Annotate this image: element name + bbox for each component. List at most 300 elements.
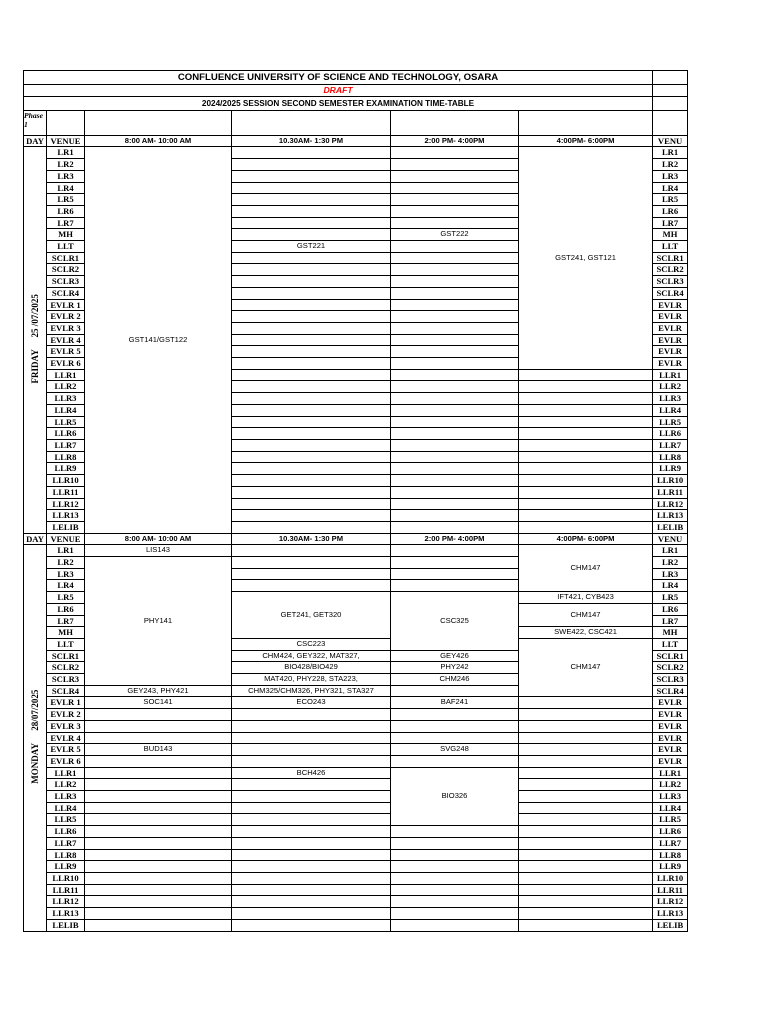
empty-slot-cell — [391, 896, 519, 908]
venue-cell: LLR4 — [47, 802, 85, 814]
venue-cell: LLR8 — [47, 849, 85, 861]
empty-slot-cell — [519, 381, 653, 393]
exam-course-cell: MAT420, PHY228, STA223, — [232, 674, 391, 686]
venue-cell: LLR5 — [47, 416, 85, 428]
empty-slot-cell — [391, 510, 519, 522]
venue-cell: EVLR 4 — [47, 732, 85, 744]
venue-right-cell: LLR1 — [653, 369, 688, 381]
venue-cell: LLR11 — [47, 486, 85, 498]
venue-right-cell: LLR2 — [653, 779, 688, 791]
venue-cell: LR7 — [47, 615, 85, 627]
venue-right-cell: LR1 — [653, 147, 688, 159]
venue-cell: LLR13 — [47, 510, 85, 522]
empty-slot-cell — [391, 159, 519, 171]
empty-slot-cell — [232, 791, 391, 803]
empty-slot-cell — [232, 498, 391, 510]
venue-column-header: VENUE — [47, 533, 85, 545]
venue-right-cell: LLR3 — [653, 791, 688, 803]
venue-cell: SCLR4 — [47, 685, 85, 697]
empty-slot-cell — [232, 463, 391, 475]
empty-slot-cell — [232, 873, 391, 885]
empty-slot-cell — [519, 791, 653, 803]
exam-course-cell: CHM325/CHM326, PHY321, STA327 — [232, 685, 391, 697]
venue-cell: LLR9 — [47, 463, 85, 475]
exam-course-cell: GEY426 — [391, 650, 519, 662]
venue-cell: EVLR 3 — [47, 322, 85, 334]
exam-course-cell: ECO243 — [232, 697, 391, 709]
venue-cell: LR4 — [47, 580, 85, 592]
empty-slot-cell — [232, 299, 391, 311]
venue-cell: SCLR3 — [47, 276, 85, 288]
exam-timetable — [23, 70, 688, 932]
exam-course-cell: GST222 — [391, 229, 519, 241]
empty-slot-cell — [232, 334, 391, 346]
empty-slot-cell — [391, 194, 519, 206]
venue-cell: LLT — [47, 638, 85, 650]
empty-slot-cell — [232, 779, 391, 791]
empty-slot-cell — [232, 861, 391, 873]
empty-slot-cell — [232, 849, 391, 861]
venue-right-cell: SCLR3 — [653, 674, 688, 686]
empty-slot-cell — [519, 393, 653, 405]
empty-slot-cell — [232, 744, 391, 756]
empty-slot-cell — [519, 755, 653, 767]
venue-cell: LR7 — [47, 217, 85, 229]
empty-slot-cell — [391, 755, 519, 767]
venue-right-cell: LLT — [653, 638, 688, 650]
venue-right-cell: LLR7 — [653, 439, 688, 451]
empty-slot-cell — [519, 404, 653, 416]
empty-slot-cell — [519, 849, 653, 861]
empty-slot-cell — [232, 416, 391, 428]
venue-cell: LLR7 — [47, 837, 85, 849]
empty-slot-cell — [85, 896, 232, 908]
exam-date: 28/07/2025 — [30, 689, 40, 731]
empty-slot-cell — [85, 814, 232, 826]
empty-slot-cell — [519, 428, 653, 440]
venue-right-cell: SCLR3 — [653, 276, 688, 288]
venue-cell: EVLR 1 — [47, 697, 85, 709]
empty-slot-cell — [519, 908, 653, 920]
blank-cell — [519, 110, 653, 135]
venue-right-cell: SCLR2 — [653, 662, 688, 674]
exam-course-cell: GET241, GET320 — [232, 592, 391, 639]
venue-right-cell: LR6 — [653, 205, 688, 217]
venue-right-header: VENU — [653, 135, 688, 147]
exam-course-cell: CHM246 — [391, 674, 519, 686]
venue-cell: LLR6 — [47, 826, 85, 838]
empty-slot-cell — [391, 276, 519, 288]
venue-cell: EVLR 1 — [47, 299, 85, 311]
empty-slot-cell — [232, 217, 391, 229]
empty-slot-cell — [85, 767, 232, 779]
venue-cell: LLR9 — [47, 861, 85, 873]
venue-cell: LLR1 — [47, 767, 85, 779]
empty-slot-cell — [391, 709, 519, 721]
venue-cell: EVLR 3 — [47, 720, 85, 732]
empty-slot-cell — [391, 545, 519, 557]
venue-cell: SCLR4 — [47, 287, 85, 299]
empty-slot-cell — [85, 802, 232, 814]
venue-right-cell: LLT — [653, 241, 688, 253]
exam-course-cell: SVG248 — [391, 744, 519, 756]
empty-slot-cell — [232, 568, 391, 580]
empty-slot-cell — [391, 732, 519, 744]
empty-slot-cell — [519, 416, 653, 428]
day-date-cell — [24, 147, 47, 533]
exam-course-cell: CHM147 — [519, 638, 653, 697]
venue-right-cell: EVLR — [653, 709, 688, 721]
venue-right-cell: LELIB — [653, 919, 688, 931]
venue-right-cell: LLR11 — [653, 486, 688, 498]
venue-cell: LR3 — [47, 170, 85, 182]
day-date-label — [29, 294, 41, 383]
empty-slot-cell — [232, 580, 391, 592]
exam-course-cell: PHY141 — [85, 557, 232, 686]
empty-slot-cell — [85, 849, 232, 861]
venue-right-cell: EVLR — [653, 720, 688, 732]
empty-slot-cell — [391, 311, 519, 323]
venue-right-cell: LLR13 — [653, 510, 688, 522]
empty-slot-cell — [391, 299, 519, 311]
exam-course-cell: BIO428/BIO429 — [232, 662, 391, 674]
venue-right-cell: LELIB — [653, 521, 688, 533]
venue-cell: LR6 — [47, 205, 85, 217]
day-name: MONDAY — [30, 742, 40, 784]
empty-slot-cell — [391, 381, 519, 393]
day-date-cell — [24, 545, 47, 931]
venue-right-cell: SCLR4 — [653, 287, 688, 299]
venue-right-cell: LR4 — [653, 580, 688, 592]
venue-right-cell: EVLR — [653, 311, 688, 323]
draft-label: DRAFT — [24, 85, 653, 97]
empty-slot-cell — [85, 709, 232, 721]
empty-slot-cell — [232, 381, 391, 393]
empty-slot-cell — [391, 264, 519, 276]
time-slot-header: 2:00 PM- 4:00PM — [391, 135, 519, 147]
empty-slot-cell — [85, 837, 232, 849]
exam-course-cell: PHY242 — [391, 662, 519, 674]
venue-right-cell: SCLR2 — [653, 264, 688, 276]
blank-cell — [391, 110, 519, 135]
venue-cell: LELIB — [47, 919, 85, 931]
venue-cell: EVLR 5 — [47, 346, 85, 358]
empty-slot-cell — [519, 873, 653, 885]
venue-right-cell: LLR10 — [653, 873, 688, 885]
empty-slot-cell — [391, 521, 519, 533]
empty-slot-cell — [232, 404, 391, 416]
empty-slot-cell — [519, 837, 653, 849]
empty-slot-cell — [232, 732, 391, 744]
empty-slot-cell — [232, 826, 391, 838]
blank-cell — [653, 96, 688, 110]
empty-slot-cell — [232, 276, 391, 288]
university-title: CONFLUENCE UNIVERSITY OF SCIENCE AND TECHNOLOGY, OSARA — [24, 71, 653, 85]
venue-cell: LLR5 — [47, 814, 85, 826]
empty-slot-cell — [85, 791, 232, 803]
empty-slot-cell — [85, 732, 232, 744]
venue-right-cell: LR5 — [653, 194, 688, 206]
empty-slot-cell — [391, 884, 519, 896]
empty-slot-cell — [391, 428, 519, 440]
venue-right-cell: LR1 — [653, 545, 688, 557]
venue-cell: EVLR 5 — [47, 744, 85, 756]
empty-slot-cell — [232, 287, 391, 299]
empty-slot-cell — [519, 919, 653, 931]
empty-slot-cell — [391, 346, 519, 358]
empty-slot-cell — [232, 194, 391, 206]
empty-slot-cell — [519, 439, 653, 451]
venue-cell: LLR13 — [47, 908, 85, 920]
exam-course-cell: GST141/GST122 — [85, 147, 232, 533]
empty-slot-cell — [232, 252, 391, 264]
empty-slot-cell — [232, 451, 391, 463]
exam-course-cell: GST241, GST121 — [519, 147, 653, 369]
empty-slot-cell — [232, 755, 391, 767]
venue-cell: MH — [47, 229, 85, 241]
empty-slot-cell — [232, 884, 391, 896]
venue-cell: LLR10 — [47, 475, 85, 487]
empty-slot-cell — [519, 521, 653, 533]
empty-slot-cell — [391, 241, 519, 253]
day-name: FRIDAY — [30, 349, 40, 384]
empty-slot-cell — [519, 709, 653, 721]
time-slot-header: 4:00PM- 6:00PM — [519, 533, 653, 545]
venue-right-cell: LLR9 — [653, 463, 688, 475]
empty-slot-cell — [391, 908, 519, 920]
empty-slot-cell — [519, 451, 653, 463]
venue-cell: LR2 — [47, 557, 85, 569]
venue-cell: LR1 — [47, 545, 85, 557]
empty-slot-cell — [232, 264, 391, 276]
venue-cell: LR6 — [47, 603, 85, 615]
exam-course-cell: GEY243, PHY421 — [85, 685, 232, 697]
empty-slot-cell — [391, 685, 519, 697]
venue-right-cell: LLR10 — [653, 475, 688, 487]
empty-slot-cell — [391, 205, 519, 217]
empty-slot-cell — [519, 369, 653, 381]
empty-slot-cell — [85, 908, 232, 920]
blank-cell — [653, 85, 688, 97]
exam-course-cell: CHM147 — [519, 603, 653, 626]
empty-slot-cell — [519, 510, 653, 522]
empty-slot-cell — [232, 229, 391, 241]
empty-slot-cell — [519, 744, 653, 756]
venue-cell: EVLR 4 — [47, 334, 85, 346]
empty-slot-cell — [232, 814, 391, 826]
empty-slot-cell — [85, 755, 232, 767]
empty-slot-cell — [232, 182, 391, 194]
empty-slot-cell — [85, 826, 232, 838]
empty-slot-cell — [391, 861, 519, 873]
empty-slot-cell — [232, 557, 391, 569]
empty-slot-cell — [391, 334, 519, 346]
venue-cell: EVLR 2 — [47, 311, 85, 323]
venue-right-cell: LLR11 — [653, 884, 688, 896]
venue-right-cell: LR2 — [653, 557, 688, 569]
venue-cell: SCLR1 — [47, 650, 85, 662]
venue-cell: LR2 — [47, 159, 85, 171]
venue-cell: SCLR1 — [47, 252, 85, 264]
empty-slot-cell — [519, 814, 653, 826]
venue-right-header: VENU — [653, 533, 688, 545]
empty-slot-cell — [232, 439, 391, 451]
venue-right-cell: LR6 — [653, 603, 688, 615]
venue-cell: EVLR 2 — [47, 709, 85, 721]
blank-cell — [232, 110, 391, 135]
empty-slot-cell — [232, 521, 391, 533]
venue-right-cell: MH — [653, 627, 688, 639]
venue-right-cell: MH — [653, 229, 688, 241]
venue-right-cell: LLR5 — [653, 416, 688, 428]
venue-cell: LR3 — [47, 568, 85, 580]
venue-right-cell: SCLR4 — [653, 685, 688, 697]
empty-slot-cell — [391, 557, 519, 569]
exam-course-cell: BCH426 — [232, 767, 391, 779]
venue-right-cell: LLR3 — [653, 393, 688, 405]
venue-right-cell: LR3 — [653, 170, 688, 182]
venue-right-cell: EVLR — [653, 732, 688, 744]
empty-slot-cell — [519, 697, 653, 709]
time-slot-header: 8:00 AM- 10:00 AM — [85, 533, 232, 545]
empty-slot-cell — [391, 498, 519, 510]
empty-slot-cell — [85, 919, 232, 931]
empty-slot-cell — [519, 779, 653, 791]
venue-right-cell: EVLR — [653, 744, 688, 756]
empty-slot-cell — [232, 475, 391, 487]
empty-slot-cell — [391, 322, 519, 334]
empty-slot-cell — [519, 802, 653, 814]
empty-slot-cell — [391, 147, 519, 159]
exam-course-cell: BUD143 — [85, 744, 232, 756]
venue-right-cell: LLR4 — [653, 802, 688, 814]
venue-right-cell: LLR7 — [653, 837, 688, 849]
venue-cell: LLR3 — [47, 393, 85, 405]
venue-cell: EVLR 6 — [47, 755, 85, 767]
time-slot-header: 10.30AM- 1:30 PM — [232, 533, 391, 545]
exam-course-cell: BAF241 — [391, 697, 519, 709]
venue-right-cell: SCLR1 — [653, 252, 688, 264]
empty-slot-cell — [232, 322, 391, 334]
empty-slot-cell — [519, 732, 653, 744]
exam-course-cell: CSC223 — [232, 638, 391, 650]
venue-cell: LLR6 — [47, 428, 85, 440]
venue-right-cell: EVLR — [653, 697, 688, 709]
venue-right-cell: LLR13 — [653, 908, 688, 920]
empty-slot-cell — [391, 720, 519, 732]
empty-slot-cell — [232, 147, 391, 159]
empty-slot-cell — [391, 919, 519, 931]
venue-cell: LR4 — [47, 182, 85, 194]
empty-slot-cell — [391, 404, 519, 416]
venue-cell: LELIB — [47, 521, 85, 533]
exam-course-cell: GST221 — [232, 241, 391, 253]
venue-cell: LR5 — [47, 592, 85, 604]
venue-cell: LLR2 — [47, 381, 85, 393]
empty-slot-cell — [391, 393, 519, 405]
empty-slot-cell — [232, 170, 391, 182]
exam-course-cell: CSC325 — [391, 592, 519, 651]
venue-right-cell: EVLR — [653, 358, 688, 370]
empty-slot-cell — [391, 358, 519, 370]
venue-right-cell: LR3 — [653, 568, 688, 580]
empty-slot-cell — [232, 346, 391, 358]
venue-right-cell: LLR8 — [653, 451, 688, 463]
venue-right-cell: LR7 — [653, 615, 688, 627]
empty-slot-cell — [232, 393, 391, 405]
venue-right-cell: LLR6 — [653, 428, 688, 440]
empty-slot-cell — [519, 720, 653, 732]
empty-slot-cell — [232, 358, 391, 370]
empty-slot-cell — [519, 826, 653, 838]
venue-right-cell: LLR9 — [653, 861, 688, 873]
venue-right-cell: EVLR — [653, 334, 688, 346]
venue-right-cell: EVLR — [653, 322, 688, 334]
empty-slot-cell — [232, 545, 391, 557]
empty-slot-cell — [391, 217, 519, 229]
venue-cell: LLR11 — [47, 884, 85, 896]
venue-cell: LLR8 — [47, 451, 85, 463]
empty-slot-cell — [232, 709, 391, 721]
exam-course-cell: CHM147 — [519, 545, 653, 592]
venue-cell: LLR2 — [47, 779, 85, 791]
exam-course-cell: IFT421, CYB423 — [519, 592, 653, 604]
empty-slot-cell — [232, 802, 391, 814]
blank-cell — [653, 110, 688, 135]
venue-right-cell: EVLR — [653, 299, 688, 311]
empty-slot-cell — [232, 428, 391, 440]
venue-right-cell: LLR4 — [653, 404, 688, 416]
venue-right-cell: EVLR — [653, 346, 688, 358]
empty-slot-cell — [232, 486, 391, 498]
venue-right-cell: LLR2 — [653, 381, 688, 393]
empty-slot-cell — [391, 873, 519, 885]
empty-slot-cell — [391, 182, 519, 194]
empty-slot-cell — [232, 919, 391, 931]
blank-cell — [47, 110, 85, 135]
empty-slot-cell — [232, 896, 391, 908]
venue-cell: LLR12 — [47, 896, 85, 908]
empty-slot-cell — [232, 908, 391, 920]
venue-cell: SCLR3 — [47, 674, 85, 686]
venue-right-cell: LR5 — [653, 592, 688, 604]
empty-slot-cell — [391, 568, 519, 580]
venue-cell: LLT — [47, 241, 85, 253]
empty-slot-cell — [391, 849, 519, 861]
blank-cell — [85, 110, 232, 135]
empty-slot-cell — [85, 720, 232, 732]
empty-slot-cell — [391, 486, 519, 498]
empty-slot-cell — [391, 252, 519, 264]
venue-cell: SCLR2 — [47, 264, 85, 276]
empty-slot-cell — [391, 287, 519, 299]
venue-right-cell: LLR8 — [653, 849, 688, 861]
venue-right-cell: LR2 — [653, 159, 688, 171]
venue-cell: LR1 — [47, 147, 85, 159]
empty-slot-cell — [519, 896, 653, 908]
timetable-subtitle: 2024/2025 SESSION SECOND SEMESTER EXAMINATION TIME-TABLE — [24, 96, 653, 110]
empty-slot-cell — [519, 884, 653, 896]
venue-right-cell: LLR12 — [653, 498, 688, 510]
venue-cell: MH — [47, 627, 85, 639]
venue-right-cell: LR7 — [653, 217, 688, 229]
empty-slot-cell — [85, 873, 232, 885]
empty-slot-cell — [391, 451, 519, 463]
phase-label: Phase 1 — [24, 110, 47, 135]
venue-cell: LLR1 — [47, 369, 85, 381]
empty-slot-cell — [391, 826, 519, 838]
venue-right-cell: EVLR — [653, 755, 688, 767]
